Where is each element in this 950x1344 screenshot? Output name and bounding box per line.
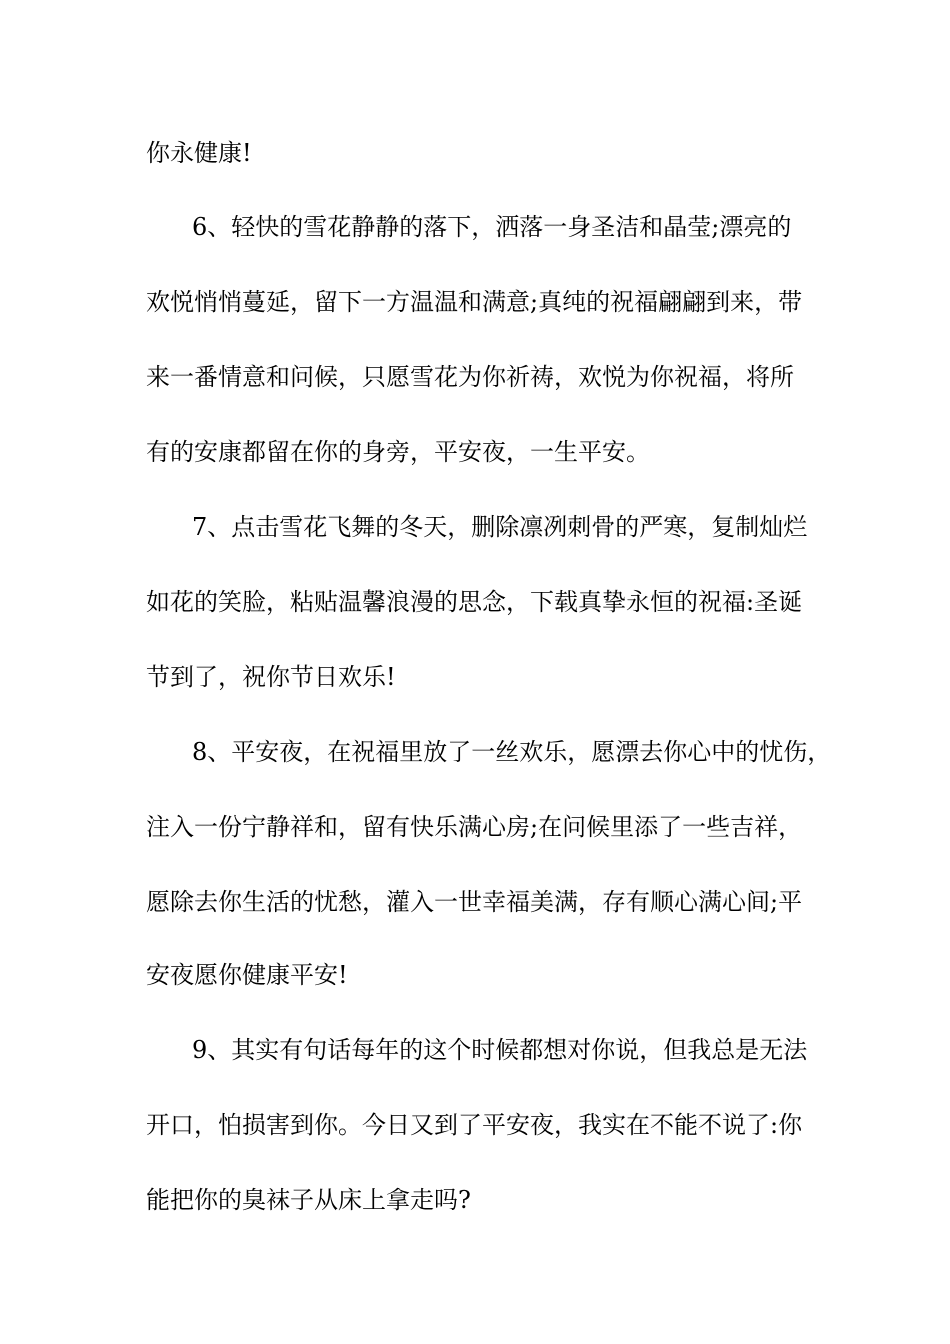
text-line: 能把你的臭袜子从床上拿走吗?	[146, 1186, 471, 1214]
paragraph-6-first-line: 6、轻快的雪花静静的落下，洒落一身圣洁和晶莹;漂亮的	[192, 213, 792, 241]
text-line: 开口，怕损害到你。今日又到了平安夜，我实在不能不说了:你	[146, 1111, 803, 1139]
text-line: 你永健康!	[146, 139, 252, 167]
paragraph-9-first-line: 9、其实有句话每年的这个时候都想对你说，但我总是无法	[192, 1036, 808, 1064]
text-line: 如花的笑脸，粘贴温馨浪漫的思念，下载真挚永恒的祝福:圣诞	[146, 588, 803, 616]
text-line: 来一番情意和问候，只愿雪花为你祈祷，欢悦为你祝福，将所	[146, 363, 794, 391]
paragraph-7-first-line: 7、点击雪花飞舞的冬天，删除凛冽刺骨的严寒，复制灿烂	[192, 513, 808, 541]
paragraph-8-first-line: 8、平安夜，在祝福里放了一丝欢乐，愿漂去你心中的忧伤，	[192, 738, 832, 766]
text-line: 节到了，祝你节日欢乐!	[146, 663, 396, 691]
text-line: 安夜愿你健康平安!	[146, 961, 348, 989]
text-line: 注入一份宁静祥和，留有快乐满心房;在问候里添了一些吉祥，	[146, 813, 803, 841]
text-line: 愿除去你生活的忧愁，灌入一世幸福美满，存有顺心满心间;平	[146, 888, 803, 916]
text-line: 有的安康都留在你的身旁，平安夜，一生平安。	[146, 438, 650, 466]
text-line: 欢悦悄悄蔓延，留下一方温温和满意;真纯的祝福翩翩到来，带	[146, 288, 803, 316]
